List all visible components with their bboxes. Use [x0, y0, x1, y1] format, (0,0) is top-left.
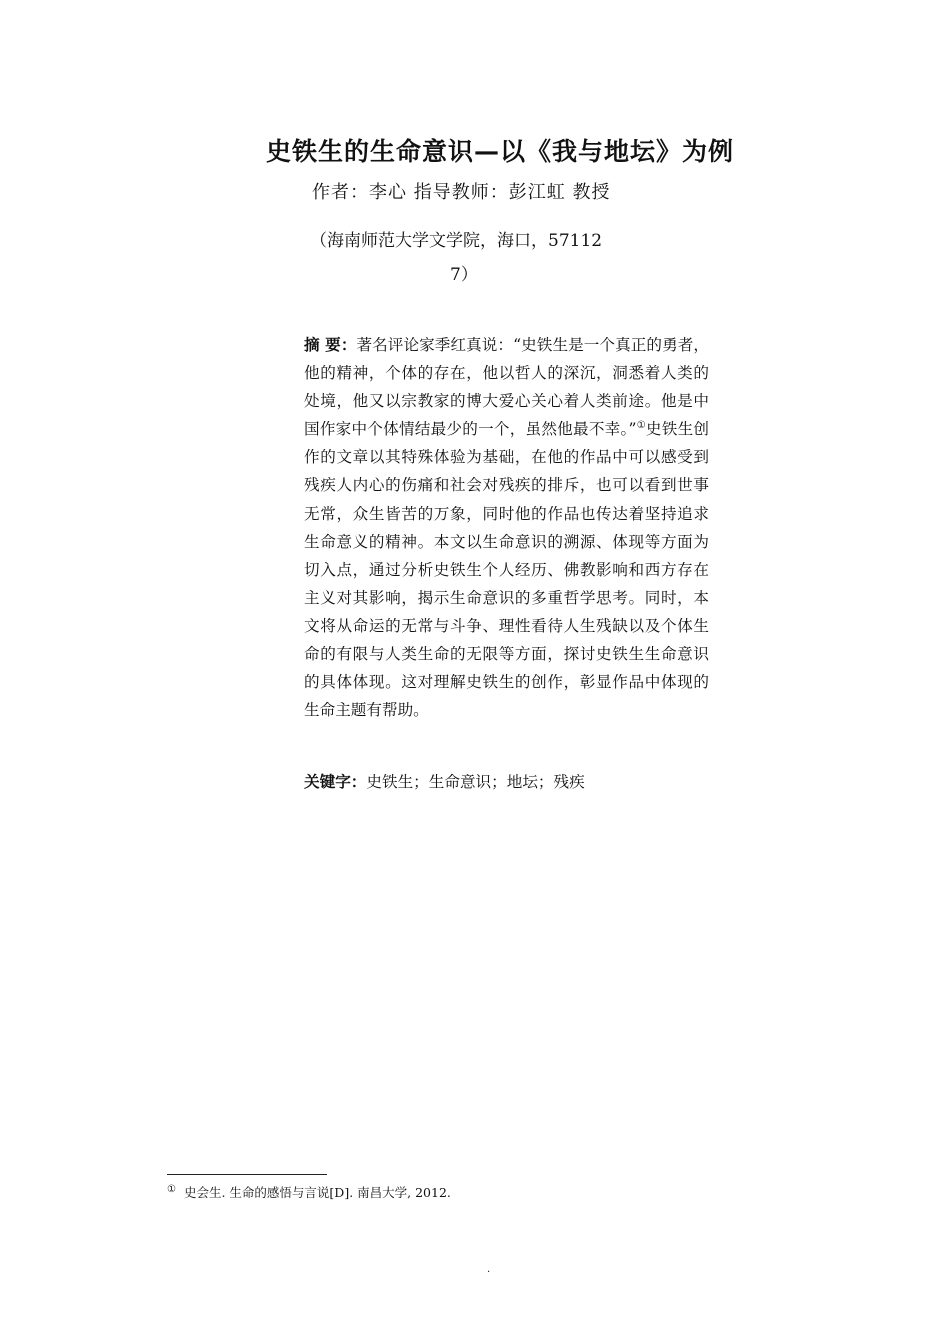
keywords-text: 史铁生；生命意识；地坛；残疾 — [366, 773, 585, 791]
footnote-mark: ① — [167, 1183, 176, 1195]
footnote — [167, 1183, 451, 1201]
page-mark: . — [487, 1264, 491, 1275]
abstract-label: 摘 要： — [304, 336, 357, 354]
author-line: 作者：李心 指导教师：彭江虹 教授 — [312, 182, 611, 203]
keywords-line — [304, 770, 585, 794]
abstract-paragraph — [304, 331, 709, 724]
abstract-text-part1: 著名评论家季红真说：“史铁生是一个真正的勇者，他的精神，个体的存在，他以哲人的深沉，洞悉着人类的处境，他又以宗教家的博大爱心关心着人类前途。他是中国作家中个体情结最少的一个，虽然他最不幸。” — [304, 336, 709, 439]
paper-title: 史铁生的生命意识—以《我与地坛》为例 — [265, 137, 734, 166]
footnote-reference[interactable]: ① — [636, 420, 646, 432]
abstract-text-part2: 史铁生创作的文章以其特殊体验为基础，在他的作品中可以感受到残疾人内心的伤痛和社会对残疾的排斥，也可以看到世事无常，众生皆苦的万象，同时他的作品也传达着坚持追求生命意义的精神。本文以生命意识的溯源、体现等方面为切入点，通过分析史铁生个人经历、佛教影响和西方存在主义对其影响，揭示生命意识的多重哲学思考。同时，本文将从命运的无常与斗争、理性看待人生残缺以及个体生命的有限与人类生命的无限等方面，探讨史铁生生命意识的具体体现。这对理解史铁生的创作，彰显作品中体现的生命主题有帮助。 — [304, 420, 709, 720]
footnote-divider — [167, 1174, 327, 1175]
keywords-label: 关键字： — [304, 773, 367, 791]
affiliation-line-continued: 7） — [450, 265, 478, 285]
footnote-text: 史会生. 生命的感悟与言说[D]. 南昌大学, 2012. — [183, 1185, 451, 1200]
affiliation-line: （海南师范大学文学院，海口，57112 — [310, 231, 603, 251]
